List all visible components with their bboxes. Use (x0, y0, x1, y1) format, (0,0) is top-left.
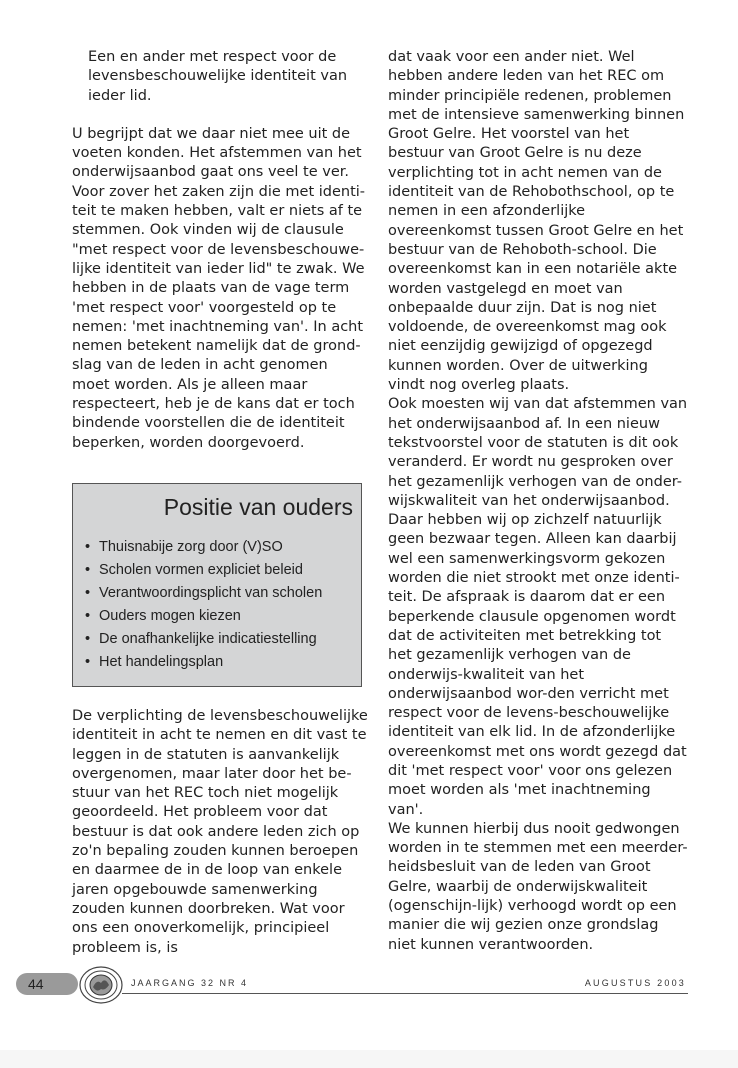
page-edge (0, 1050, 738, 1068)
box-list-item: • Het handelingsplan (85, 651, 361, 674)
box-list (73, 536, 361, 674)
body-paragraph: De verplichting de levensbeschouwelijke identiteit in acht te nemen en dit vast te leggen in de statuten is aanvankelijk overgenomen, maar later door het be-stuur van het REC toch niet mogelijk geoordeeld. Het probleem voor dat bestuur is dat ook andere leden zich op zo'n bepaling zouden kunnen beroepen en daarmee de in de loop van enkele jaren opgebouwde samenwerking zouden kunnen doorbreken. Wat voor ons een onoverkomelijk, principieel probleem is, is (72, 707, 368, 956)
body-paragraph: U begrijpt dat we daar niet mee uit de voeten konden. Het afstemmen van het onderwijsaanbod gaat ons veel te ver. Voor zover het zaken zijn die met identi-teit te maken hebben, valt er niets af te stemmen. Ook vinden wij de clausule "met respect voor de levensbeschouwe-lijke identiteit van ieder lid" te zwak. We hebben in de plaats van de vage term 'met respect voor' voorgesteld op te nemen: 'met inachtneming van'. In acht nemen betekent namelijk dat de grond-slag van de leden in acht genomen moet worden. Als je alleen maar respecteert, heb je de kans dat er toch bindende voorstellen die de identiteit beperken, worden doorgevoerd. (72, 125, 366, 451)
indented-quote: Een en ander met respect voor de levensbeschouwelijke identiteit van ieder lid. (88, 49, 348, 104)
journal-info: JAARGANG 32 NR 4 (131, 978, 249, 988)
seal-logo-icon (78, 965, 124, 1005)
body-paragraph: Ook moesten wij van dat afstemmen van het onderwijsaanbod af. In een nieuw tekstvoorstel voor de statuten is dit ook veranderd. Er wordt nu gesproken over het gezamenlijk verhogen van de onder-wijskwaliteit van het onderwijsaanbod. Daar hebben wij op zichzelf natuurlijk geen bezwaar tegen. Alleen kan daarbij wel een samenwerkingsvorm gekozen worden die niet strookt met onze identi-teit. De afspraak is daarom dat er een beperkende clausule opgenomen wordt dat de activiteiten met betrekking tot het gezamenlijk verhogen van de onderwijs-kwaliteit van het onderwijsaanbod wor-den verricht met respect voor de levens-beschouwelijke identiteit van elk lid. In de afzonderlijke overeenkomst met ons wordt gezegd dat dit 'met respect voor' voor ons gelezen moet worden als 'met inachtneming van'. (388, 396, 688, 818)
box-list-item: • Verantwoordingsplicht van scholen (85, 582, 361, 605)
left-column (72, 48, 368, 958)
page-footer (0, 965, 738, 1005)
issue-date: AUGUSTUS 2003 (584, 978, 686, 988)
box-list-item: • Ouders mogen kiezen (85, 605, 361, 628)
body-paragraph: We kunnen hierbij dus nooit gedwongen worden in te stemmen met een meerder-heidsbesluit van de leden van Groot Gelre, waarbij de onderwijskwaliteit (ogenschijn-lijk) verhoogd wordt op een manier die wij gezien onze grondslag niet kunnen verantwoorden. (388, 820, 688, 953)
sidebar-box (72, 483, 362, 687)
box-list-item: • Scholen vormen expliciet beleid (85, 559, 361, 582)
right-column (388, 48, 688, 955)
box-list-item: • De onafhankelijke indicatiestelling (85, 628, 361, 651)
box-title: Positie van ouders (163, 493, 353, 520)
footer-rule (122, 993, 688, 994)
page-number: 44 (16, 973, 78, 995)
box-list-item: • Thuisnabije zorg door (V)SO (85, 536, 361, 559)
body-paragraph: dat vaak voor een ander niet. Wel hebben andere leden van het REC om minder principiële redenen, problemen met de intensieve samenwerking binnen Groot Gelre. Het voorstel van het bestuur van Groot Gelre is nu deze verplichting tot in acht nemen van de identiteit van de Rehobothschool, op te nemen in een afzonderlijke overeenkomst tussen Groot Gelre en het bestuur van de Rehoboth-school. Die overeenkomst kan in een notariële akte worden vastgelegd en moet van onbepaalde duur zijn. Dat is nog niet voldoende, de overeenkomst mag ook niet eenzijdig gewijzigd of opgezegd kunnen worden. Over de uitwerking vindt nog overleg plaats. (388, 49, 685, 394)
